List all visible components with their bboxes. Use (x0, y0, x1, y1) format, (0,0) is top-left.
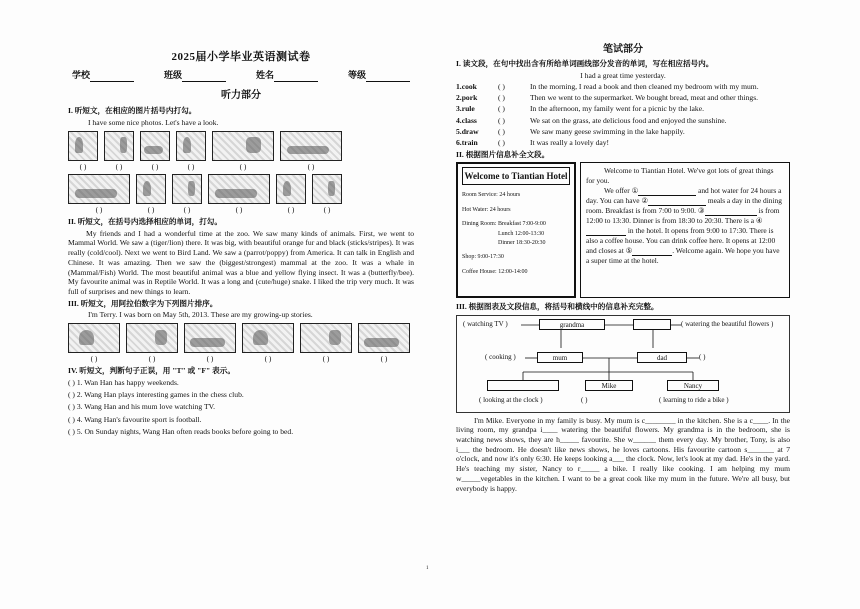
answer-paren[interactable]: ( ) (498, 115, 505, 125)
label-learning-bike: ( learning to ride a bike ) (659, 395, 729, 404)
q1-picture-row-1 (68, 131, 414, 161)
answer-paren[interactable]: ( ) (322, 354, 330, 364)
story-image (126, 323, 178, 353)
photo-image (68, 131, 98, 161)
answer-blank[interactable] (648, 198, 706, 206)
answer-paren[interactable]: ( ) (115, 161, 123, 171)
phonics-sentence: In the afternoon, my family went for a picnic by the lake. (530, 104, 704, 114)
phonics-word: 4.class (456, 115, 477, 125)
writing-q3-title: III. 根据图表及文段信息，将括号和横线中的信息补充完整。 (456, 301, 659, 311)
listening-title: 听力部分 (221, 89, 261, 101)
answer-blank[interactable] (705, 208, 757, 216)
label-looking-clock: ( looking at the clock ) (479, 395, 543, 404)
answer-paren[interactable]: ( ) (498, 138, 505, 148)
menu-item: Dinner 18:30-20:30 (498, 239, 546, 246)
tf-item[interactable]: ( ) 5. On Sunday nights, Wang Han often reads books before going to bed. (68, 426, 294, 436)
q1-picture-row-2 (68, 174, 414, 204)
writing-q2-title: II. 根据图片信息补全文段。 (456, 150, 550, 160)
phonics-sentence: In the morning, I read a book and then cleaned my bedroom with my mum. (530, 81, 759, 91)
photo-image (104, 131, 134, 161)
phonics-sentence: Then we went to the supermarket. We bought bread, meat and other things. (530, 93, 759, 103)
menu-item: Dining Room: Breakfast 7:00-9:00 (462, 221, 546, 228)
right-column (456, 44, 790, 494)
answer-blank[interactable] (586, 228, 626, 236)
answer-paren[interactable]: ( ) (79, 161, 87, 171)
hotel-text-part: and hot water for 24 hours a day. You can have ② (586, 185, 782, 206)
family-diagram (456, 315, 790, 413)
class-label: 班级 (163, 70, 182, 81)
photo-image (176, 131, 206, 161)
tf-item[interactable]: ( ) 2. Wang Han plays interesting games in the chess club. (68, 390, 244, 400)
listening-q3-intro: I'm Terry. I was born on May 5th, 2013. These are my growing-up stories. (88, 310, 313, 320)
phonics-item (456, 82, 790, 92)
hotel-section (456, 162, 790, 298)
phonics-word: 6.train (456, 138, 478, 148)
node-blank-brother[interactable] (487, 380, 559, 391)
node-dad: dad (637, 352, 687, 363)
node-grandma: grandma (539, 319, 605, 330)
phonics-sentence: We saw many geese swimming in the lake happily. (530, 127, 685, 137)
grade-label: 等级 (347, 70, 366, 81)
answer-paren[interactable]: ( ) (498, 93, 505, 103)
answer-paren[interactable]: ( ) (183, 205, 191, 215)
q1-paren-row-2 (68, 205, 414, 215)
listening-q4-title: IV. 听短文，判断句子正误，用 "T" 或 "F" 表示。 (68, 365, 235, 375)
hotel-menu-card (456, 162, 576, 298)
name-line (274, 73, 318, 82)
answer-blank[interactable] (638, 188, 696, 196)
node-mike: Mike (585, 380, 633, 391)
writing-title: 笔试部分 (603, 44, 643, 55)
listening-q3-title: III. 听短文，用阿拉伯数字为下列图片排序。 (68, 298, 218, 308)
menu-item: Coffee House: 12:00-14:00 (462, 268, 528, 275)
answer-paren[interactable]: ( ) (235, 205, 243, 215)
class-field[interactable] (164, 70, 226, 82)
hotel-text-part: in the hotel. It opens from 9:00 to 17:30. There is also a coffee house. You can drink coffee here. It opens at 12:00 and closes at ⑤ (586, 226, 776, 256)
answer-paren[interactable]: ( ) (151, 161, 159, 171)
node-mum: mum (537, 352, 583, 363)
school-field[interactable] (72, 70, 134, 82)
hotel-text-part: meals a day in the dining room. Breakfast is from 7:00 to 9:00. (586, 196, 782, 216)
story-image (242, 323, 294, 353)
listening-q2-passage: My friends and I had a wonderful time at the zoo. We saw many kinds of animals. First, we went to Mammal World. We saw a (tiger/lion) there. It was big, with beautiful orange fur and black (sticks/stripes). It was really (cold/cool). Next we went to Bird Land. We saw a (parrot/poppy) from America. It can talk in English and Chinese. It was amazing. Then we saw the (biggest/strongest) mammal at the zoo. It was a whale in (Mammal/Fish) World. The most beautiful animal was a blue and yellow flying insect. It was a (butterfly/bee). My favourite animal was in Reptile World. It was a long and (cute/huge) snake. I liked the trip very much. It was full of surprises and new things to learn. (68, 228, 414, 297)
q1-paren-row-1 (68, 162, 414, 172)
menu-item: Lunch 12:00-13:30 (498, 230, 545, 237)
hotel-body (586, 186, 784, 267)
school-line (90, 73, 134, 82)
answer-paren[interactable]: ( ) (239, 161, 247, 171)
name-label: 姓名 (255, 70, 274, 81)
menu-item: Room Service: 24 hours (462, 192, 521, 199)
grade-line (366, 73, 410, 82)
label-watering: ( watering the beautiful flowers ) (681, 319, 774, 328)
student-info (68, 70, 414, 82)
answer-paren[interactable]: ( ) (307, 161, 315, 171)
photo-image (68, 174, 130, 204)
label-blank-dad[interactable]: ( ) (699, 352, 706, 361)
name-field[interactable] (256, 70, 318, 82)
menu-item: Shop: 9:00-17:30 (462, 254, 504, 261)
story-image (300, 323, 352, 353)
phonics-list (456, 82, 790, 148)
school-label: 学校 (72, 70, 91, 81)
phonics-sentence: It was really a lovely day! (530, 138, 610, 148)
node-nancy: Nancy (667, 380, 719, 391)
photo-image (140, 131, 170, 161)
node-blank-grandpa[interactable] (633, 319, 671, 330)
answer-paren[interactable]: ( ) (498, 81, 505, 91)
phonics-item (456, 104, 790, 114)
phonics-word: 3.rule (456, 104, 475, 114)
photo-image (172, 174, 202, 204)
listening-q1-intro: I have some nice photos. Let's have a look. (88, 118, 219, 128)
answer-paren[interactable]: ( ) (323, 205, 331, 215)
grade-field[interactable] (348, 70, 410, 82)
phonics-item (456, 93, 790, 103)
photo-image (136, 174, 166, 204)
phonics-word: 5.draw (456, 127, 479, 137)
hotel-menu-title: Welcome to Tiantian Hotel (462, 167, 570, 186)
tf-item[interactable]: ( ) 3. Wang Han and his mum love watching TV. (68, 402, 216, 412)
q3-paren-row (68, 354, 414, 364)
answer-paren[interactable]: ( ) (287, 205, 295, 215)
story-image (68, 323, 120, 353)
phonics-item (456, 127, 790, 137)
hotel-text-part: ③ (697, 206, 705, 216)
tf-item[interactable]: ( ) 1. Wan Han has happy weekends. (68, 378, 179, 388)
answer-paren[interactable]: ( ) (206, 354, 214, 364)
hotel-text-part: We offer ① (604, 185, 639, 195)
label-cooking: ( cooking ) (485, 352, 516, 361)
hotel-intro: Welcome to Tiantian Hotel. We've got lots of great things for you. (586, 165, 774, 185)
story-image (184, 323, 236, 353)
answer-paren[interactable]: ( ) (498, 127, 505, 137)
photo-image (208, 174, 270, 204)
answer-paren[interactable]: ( ) (264, 354, 272, 364)
story-image (358, 323, 410, 353)
hotel-text-part: . Welcome again. We hope you have a super time at the hotel. (586, 246, 780, 266)
answer-blank[interactable] (632, 248, 672, 256)
phonics-word: 1.cook (456, 81, 477, 91)
phonics-word: 2.pork (456, 93, 478, 103)
answer-paren[interactable]: ( ) (498, 104, 505, 114)
answer-paren[interactable]: ( ) (90, 354, 98, 364)
writing-q1-lead: I had a great time yesterday. (580, 70, 666, 80)
hotel-passage (580, 162, 790, 298)
class-line (182, 73, 226, 82)
writing-q3-passage: I'm Mike. Everyone in my family is busy. My mum is c________ in the kitchen. She is a c____. In the living room, my grandpa i____ watering the beautiful flowers. My grandma is in the bedroom, she is watching news shows, they are h_____ favourite. She w______ them every day. My brother, Tony, is also i___ the bedroom. He doesn't like news shows, he loves cartoons. His favourite cartoon s_______ at 7 o'clock, and now it's only 6:30. He keeps looking a___ the clock. Now, let's look at my dad. He's in the yard. He's teaching my sister, Nancy to r_____ a bike. I really like cooking. I am helping my mum w_____vegetables in the kitchen. I want to be a great cook like my mum in the future. We're all busy, but everybody is happy. (456, 415, 790, 493)
answer-paren[interactable]: ( ) (95, 205, 103, 215)
label-blank-mike[interactable]: ( ) (581, 395, 588, 404)
phonics-sentence: We sat on the grass, ate delicious food and enjoyed the sunshine. (530, 115, 727, 125)
label-watching-tv: ( watching TV ) (463, 319, 508, 328)
answer-paren[interactable]: ( ) (147, 205, 155, 215)
exam-title: 2025届小学毕业英语测试卷 (171, 51, 311, 63)
phonics-item (456, 116, 790, 126)
writing-q1-title: I. 读文段，在句中找出含有所给单词画线部分发音的单词，写在相应括号内。 (456, 58, 714, 68)
page-number: 1 (426, 566, 429, 571)
q3-picture-row (68, 323, 414, 353)
photo-image (212, 131, 274, 161)
listening-q2-title: II. 听短文，在括号内选择相应的单词，打勾。 (68, 217, 222, 227)
hotel-text-part: is from 12:00 to 13:30. Dinner is from 18:30 to 20:30. There is a ④ (586, 206, 780, 226)
photo-image (280, 131, 342, 161)
answer-paren[interactable]: ( ) (187, 161, 195, 171)
answer-paren[interactable]: ( ) (148, 354, 156, 364)
listening-q1-title: I. 听短文，在相应的图片括号内打勾。 (68, 106, 197, 116)
answer-paren[interactable]: ( ) (380, 354, 388, 364)
menu-item: Hot Water: 24 hours (462, 206, 511, 213)
tf-item[interactable]: ( ) 4. Wang Han's favourite sport is football. (68, 414, 202, 424)
phonics-item (456, 138, 790, 148)
photo-image (276, 174, 306, 204)
photo-image (312, 174, 342, 204)
left-column (68, 50, 414, 439)
